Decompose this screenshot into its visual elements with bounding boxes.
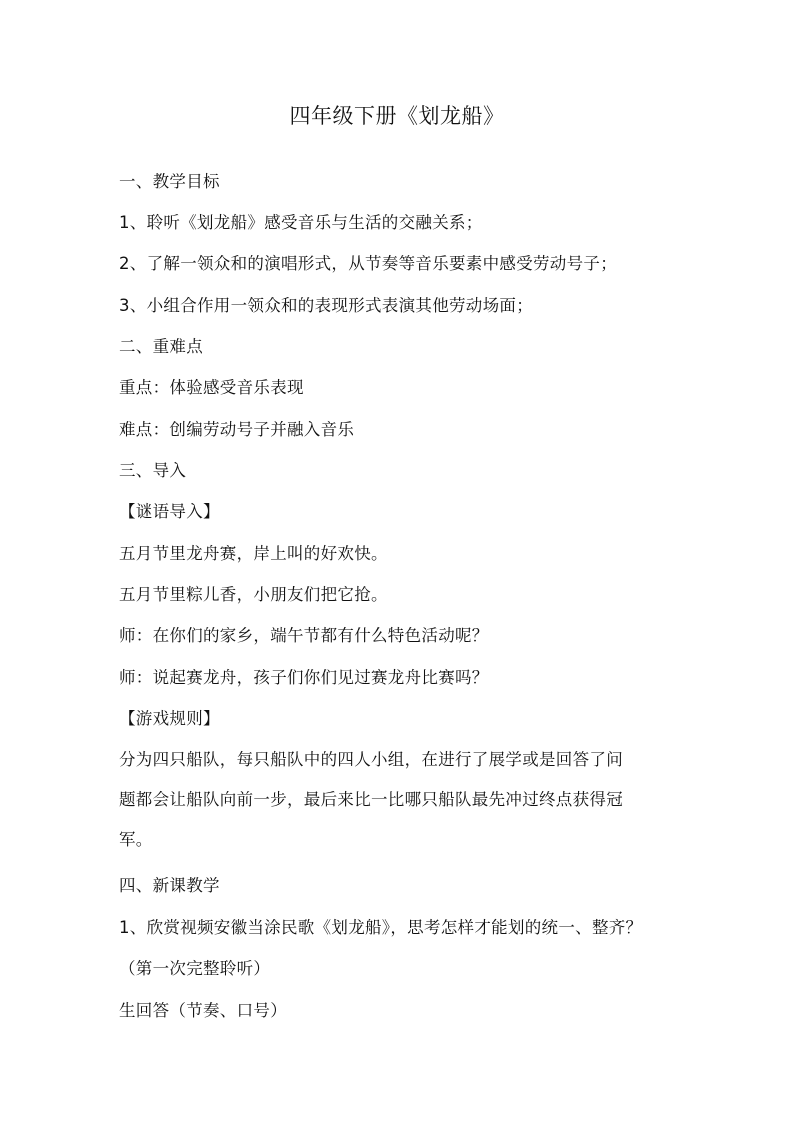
section-heading-key-points: 二、重难点 — [119, 337, 203, 356]
game-rules-line-3: 军。 — [119, 830, 153, 849]
riddle-line-1: 五月节里龙舟赛，岸上叫的好欢快。 — [119, 544, 388, 563]
game-rules-line-2: 题都会让船队向前一步，最后来比一比哪只船队最先冲过终点获得冠 — [119, 790, 623, 809]
section-heading-introduction: 三、导入 — [119, 461, 187, 480]
subheading-riddle-intro: 【谜语导入】 — [119, 502, 220, 521]
lesson-step-1: 1、欣赏视频安徽当涂民歌《划龙船》，思考怎样才能划的统一、整齐？ — [119, 918, 643, 937]
difficult-point-text: 难点：创编劳动号子并融入音乐 — [119, 420, 355, 439]
game-rules-paragraph — [119, 740, 689, 860]
subheading-game-rules: 【游戏规则】 — [119, 709, 220, 728]
lesson-step-note: （第一次完整聆听） — [119, 959, 271, 978]
student-answer: 生回答（节奏、口号） — [119, 1001, 287, 1020]
section-heading-objectives: 一、教学目标 — [119, 172, 220, 191]
objective-item-1: 1、聆听《划龙船》感受音乐与生活的交融关系； — [119, 213, 483, 232]
teacher-question-1: 师：在你们的家乡，端午节都有什么特色活动呢？ — [119, 626, 489, 645]
objective-item-3: 3、小组合作用一领众和的表现形式表演其他劳动场面； — [119, 296, 533, 315]
game-rules-line-1: 分为四只船队，每只船队中的四人小组，在进行了展学或是回答了问 — [119, 750, 623, 769]
section-heading-new-lesson: 四、新课教学 — [119, 876, 220, 895]
riddle-line-2: 五月节里粽儿香，小朋友们把它抢。 — [119, 585, 388, 604]
objective-item-2: 2、了解一领众和的演唱形式，从节奏等音乐要素中感受劳动号子； — [119, 254, 617, 273]
document-title: 四年级下册《划龙船》 — [289, 104, 505, 128]
teacher-question-2: 师：说起赛龙舟，孩子们你们见过赛龙舟比赛吗？ — [119, 668, 489, 687]
key-point-text: 重点：体验感受音乐表现 — [119, 378, 304, 397]
